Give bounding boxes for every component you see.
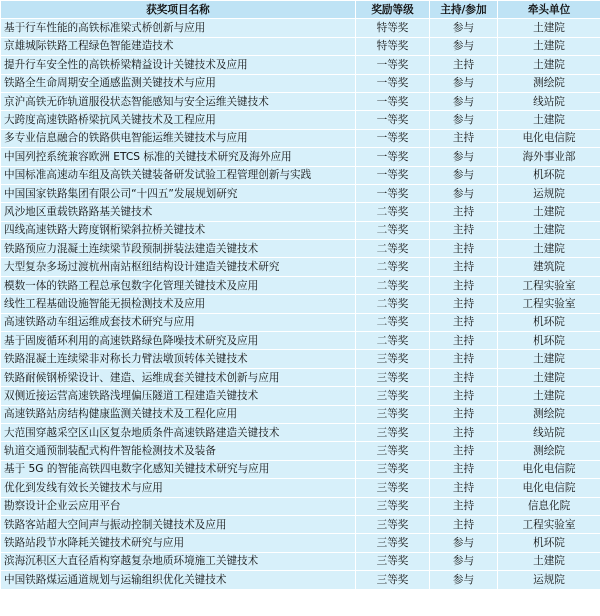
role-cell: 主持 [430, 405, 498, 423]
lead-unit-cell: 电化电信院 [498, 460, 600, 478]
project-name-cell: 铁路混凝土连续梁非对称长力臂法墩顶转体关键技术 [1, 350, 356, 368]
lead-unit-cell: 土建院 [498, 221, 600, 239]
role-cell: 主持 [430, 460, 498, 478]
table-row [1, 92, 600, 110]
lead-unit-cell: 建筑院 [498, 258, 600, 276]
project-name-cell: 大跨度高速铁路桥梁抗风关键技术及工程应用 [1, 111, 356, 129]
role-cell: 主持 [430, 313, 498, 331]
award-level-cell: 三等奖 [356, 442, 430, 460]
role-cell: 主持 [430, 295, 498, 313]
award-level-cell: 二等奖 [356, 313, 430, 331]
award-level-cell: 三等奖 [356, 350, 430, 368]
project-name-cell: 风沙地区重载铁路路基关键技术 [1, 203, 356, 221]
project-name-cell: 中国标准高速动车组及高铁关键装备研发试验工程管理创新与实践 [1, 166, 356, 184]
role-cell: 主持 [430, 56, 498, 74]
lead-unit-cell: 土建院 [498, 19, 600, 37]
header-project-name: 获奖项目名称 [1, 1, 356, 19]
project-name-cell: 基于行车性能的高铁标准梁式桥创新与应用 [1, 19, 356, 37]
table-row [1, 258, 600, 276]
table-row [1, 515, 600, 533]
project-name-cell: 中国列控系统兼容欧洲 ETCS 标准的关键技术研究及海外应用 [1, 148, 356, 166]
project-name-cell: 大范围穿越采空区山区复杂地质条件高速铁路建造关键技术 [1, 423, 356, 441]
table-row [1, 19, 600, 37]
table-row [1, 203, 600, 221]
table-row [1, 276, 600, 294]
project-name-cell: 铁路预应力混凝土连续梁节段预制拼装法建造关键技术 [1, 240, 356, 258]
project-name-cell: 铁路站段节水降耗关键技术研究与应用 [1, 534, 356, 552]
award-level-cell: 二等奖 [356, 203, 430, 221]
award-level-cell: 二等奖 [356, 240, 430, 258]
table-row [1, 111, 600, 129]
role-cell: 参与 [430, 37, 498, 55]
project-name-cell: 基于 5G 的智能高铁四电数字化感知关键技术研究与应用 [1, 460, 356, 478]
lead-unit-cell: 土建院 [498, 37, 600, 55]
role-cell: 主持 [430, 129, 498, 147]
role-cell: 主持 [430, 203, 498, 221]
lead-unit-cell: 土建院 [498, 203, 600, 221]
role-cell: 参与 [430, 111, 498, 129]
award-level-cell: 一等奖 [356, 148, 430, 166]
table-row [1, 313, 600, 331]
role-cell: 主持 [430, 258, 498, 276]
lead-unit-cell: 机环院 [498, 166, 600, 184]
table-row [1, 442, 600, 460]
role-cell: 主持 [430, 221, 498, 239]
table-row [1, 350, 600, 368]
role-cell: 主持 [430, 350, 498, 368]
role-cell: 参与 [430, 74, 498, 92]
lead-unit-cell: 运规院 [498, 571, 600, 589]
award-level-cell: 三等奖 [356, 552, 430, 570]
project-name-cell: 勘察设计企业云应用平台 [1, 497, 356, 515]
lead-unit-cell: 土建院 [498, 56, 600, 74]
lead-unit-cell: 土建院 [498, 350, 600, 368]
table-row [1, 37, 600, 55]
project-name-cell: 基于固废循环利用的高速铁路绿色降噪技术研究及应用 [1, 332, 356, 350]
project-name-cell: 轨道交通预制装配式构件智能检测技术及装备 [1, 442, 356, 460]
award-level-cell: 一等奖 [356, 74, 430, 92]
award-level-cell: 二等奖 [356, 258, 430, 276]
project-name-cell: 京沪高铁无砟轨道服役状态智能感知与安全运维关键技术 [1, 92, 356, 110]
lead-unit-cell: 机环院 [498, 332, 600, 350]
project-name-cell: 线性工程基础设施智能无损检测技术及应用 [1, 295, 356, 313]
lead-unit-cell: 土建院 [498, 552, 600, 570]
award-level-cell: 特等奖 [356, 37, 430, 55]
lead-unit-cell: 测绘院 [498, 405, 600, 423]
role-cell: 主持 [430, 332, 498, 350]
award-level-cell: 一等奖 [356, 129, 430, 147]
role-cell: 主持 [430, 442, 498, 460]
table-row [1, 129, 600, 147]
table-row [1, 460, 600, 478]
award-level-cell: 一等奖 [356, 56, 430, 74]
lead-unit-cell: 测绘院 [498, 442, 600, 460]
table-row [1, 368, 600, 386]
project-name-cell: 双侧近接运营高速铁路浅埋偏压隧道工程建造关键技术 [1, 387, 356, 405]
award-level-cell: 一等奖 [356, 92, 430, 110]
lead-unit-cell: 电化电信院 [498, 479, 600, 497]
role-cell: 参与 [430, 92, 498, 110]
role-cell: 主持 [430, 515, 498, 533]
table-row [1, 295, 600, 313]
award-level-cell: 二等奖 [356, 276, 430, 294]
lead-unit-cell: 线站院 [498, 423, 600, 441]
lead-unit-cell: 土建院 [498, 240, 600, 258]
award-level-cell: 一等奖 [356, 111, 430, 129]
lead-unit-cell: 机环院 [498, 313, 600, 331]
role-cell: 主持 [430, 423, 498, 441]
table-row [1, 405, 600, 423]
role-cell: 参与 [430, 552, 498, 570]
award-level-cell: 三等奖 [356, 479, 430, 497]
table-row [1, 240, 600, 258]
project-name-cell: 滨海沉积区大直径盾构穿越复杂地质环境施工关键技术 [1, 552, 356, 570]
lead-unit-cell: 工程实验室 [498, 295, 600, 313]
project-name-cell: 中国铁路煤运通道规划与运输组织优化关键技术 [1, 571, 356, 589]
award-level-cell: 三等奖 [356, 423, 430, 441]
table-row [1, 552, 600, 570]
header-role: 主持/参加 [430, 1, 498, 19]
award-level-cell: 三等奖 [356, 571, 430, 589]
table-row [1, 56, 600, 74]
project-name-cell: 高速铁路动车组运维成套技术研究与应用 [1, 313, 356, 331]
award-level-cell: 三等奖 [356, 497, 430, 515]
table-body [1, 19, 600, 589]
table-row [1, 74, 600, 92]
project-name-cell: 优化到发线有效长关键技术与应用 [1, 479, 356, 497]
table-row [1, 479, 600, 497]
table-row [1, 571, 600, 589]
lead-unit-cell: 工程实验室 [498, 276, 600, 294]
role-cell: 主持 [430, 479, 498, 497]
award-level-cell: 三等奖 [356, 387, 430, 405]
table-row [1, 221, 600, 239]
table-row [1, 332, 600, 350]
lead-unit-cell: 机环院 [498, 534, 600, 552]
lead-unit-cell: 信息化院 [498, 497, 600, 515]
lead-unit-cell: 土建院 [498, 387, 600, 405]
lead-unit-cell: 工程实验室 [498, 515, 600, 533]
award-level-cell: 二等奖 [356, 221, 430, 239]
table-row [1, 166, 600, 184]
award-level-cell: 三等奖 [356, 534, 430, 552]
role-cell: 主持 [430, 276, 498, 294]
table-row [1, 497, 600, 515]
header-lead-unit: 牵头单位 [498, 1, 600, 19]
project-name-cell: 高速铁路站房结构健康监测关键技术及工程化应用 [1, 405, 356, 423]
award-level-cell: 一等奖 [356, 184, 430, 202]
project-name-cell: 四线高速铁路大跨度钢桁梁斜拉桥关键技术 [1, 221, 356, 239]
role-cell: 参与 [430, 534, 498, 552]
project-name-cell: 京雄城际铁路工程绿色智能建造技术 [1, 37, 356, 55]
role-cell: 参与 [430, 19, 498, 37]
role-cell: 参与 [430, 184, 498, 202]
table-row [1, 148, 600, 166]
award-level-cell: 三等奖 [356, 405, 430, 423]
header-row [1, 1, 600, 19]
table-row [1, 534, 600, 552]
lead-unit-cell: 土建院 [498, 111, 600, 129]
project-name-cell: 提升行车安全性的高铁桥梁精益设计关键技术及应用 [1, 56, 356, 74]
lead-unit-cell: 线站院 [498, 92, 600, 110]
award-level-cell: 三等奖 [356, 368, 430, 386]
project-name-cell: 模数一体的铁路工程总承包数字化管理关键技术及应用 [1, 276, 356, 294]
award-level-cell: 特等奖 [356, 19, 430, 37]
lead-unit-cell: 海外事业部 [498, 148, 600, 166]
project-name-cell: 铁路客站超大空间声与振动控制关键技术及应用 [1, 515, 356, 533]
role-cell: 参与 [430, 148, 498, 166]
role-cell: 主持 [430, 368, 498, 386]
role-cell: 主持 [430, 240, 498, 258]
lead-unit-cell: 土建院 [498, 368, 600, 386]
award-level-cell: 三等奖 [356, 515, 430, 533]
project-name-cell: 多专业信息融合的铁路供电智能运维关键技术与应用 [1, 129, 356, 147]
project-name-cell: 大型复杂多场过渡杭州南站枢纽结构设计建造关键技术研究 [1, 258, 356, 276]
award-level-cell: 二等奖 [356, 332, 430, 350]
role-cell: 主持 [430, 497, 498, 515]
award-level-cell: 三等奖 [356, 460, 430, 478]
award-level-cell: 一等奖 [356, 166, 430, 184]
role-cell: 主持 [430, 387, 498, 405]
role-cell: 参与 [430, 571, 498, 589]
lead-unit-cell: 电化电信院 [498, 129, 600, 147]
table-row [1, 423, 600, 441]
lead-unit-cell: 测绘院 [498, 74, 600, 92]
project-name-cell: 铁路耐候钢桥梁设计、建造、运维成套关键技术创新与应用 [1, 368, 356, 386]
role-cell: 参与 [430, 166, 498, 184]
header-award-level: 奖励等级 [356, 1, 430, 19]
table-row [1, 184, 600, 202]
lead-unit-cell: 运规院 [498, 184, 600, 202]
project-name-cell: 中国国家铁路集团有限公司“十四五”发展规划研究 [1, 184, 356, 202]
table-row [1, 387, 600, 405]
award-level-cell: 二等奖 [356, 295, 430, 313]
project-name-cell: 铁路全生命周期安全通感监测关键技术与应用 [1, 74, 356, 92]
